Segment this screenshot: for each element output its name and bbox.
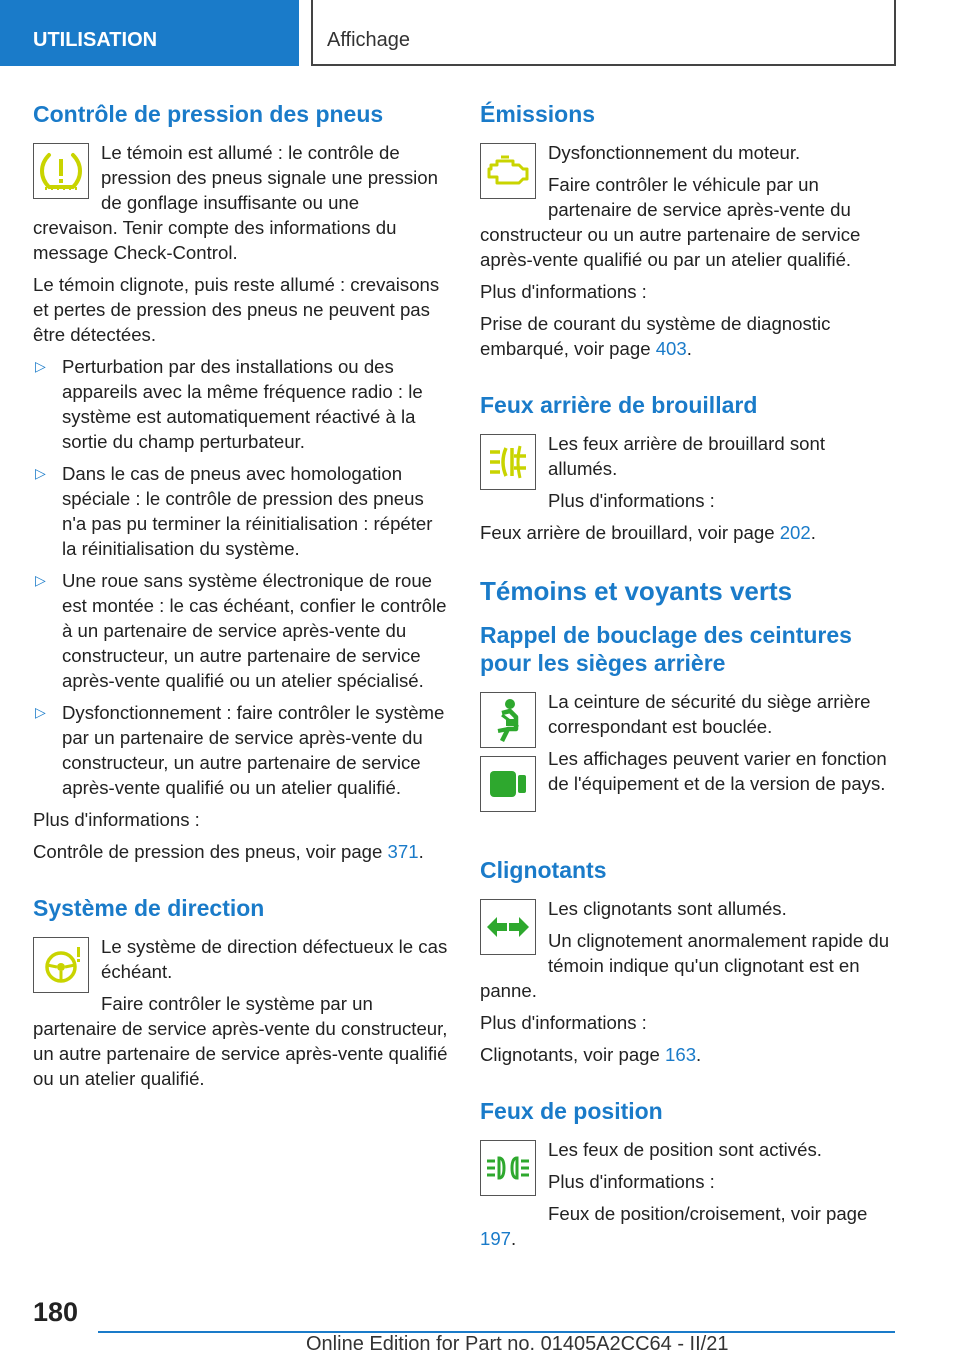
seatbelt-heading: Rappel de bouclage des ceintures pour les sièges arrière [480, 622, 852, 676]
right-column [480, 100, 898, 1281]
position-lights-heading: Feux de position [480, 1098, 663, 1124]
cross-reference: Contrôle de pression des pneus, voir page 371. [33, 841, 424, 862]
turn-signal-icon [480, 899, 536, 955]
triangle-bullet-icon: ▷ [35, 704, 46, 720]
tire-pressure-warning-icon [33, 143, 89, 199]
triangle-bullet-icon: ▷ [35, 572, 46, 588]
more-info-label: Plus d'informations : [480, 1012, 647, 1033]
section-turn-signals [480, 856, 898, 1067]
page-link-403[interactable]: 403 [655, 338, 687, 359]
emissions-text-1: Dysfonctionnement du moteur. [548, 142, 801, 163]
turn-signals-text-1: Les clignotants sont allumés. [548, 898, 787, 919]
triangle-bullet-icon: ▷ [35, 465, 46, 481]
chapter-tab [311, 0, 896, 66]
steering-text-1: Le système de direction défectueux le cas échéant. [101, 936, 448, 982]
page-link-371[interactable]: 371 [387, 841, 419, 862]
section-position-lights [480, 1097, 898, 1251]
tire-pressure-heading: Contrôle de pression des pneus [33, 101, 384, 127]
cross-reference: Prise de courant du système de diagnostic embarqué, voir page 403. [480, 313, 831, 359]
more-info-label: Plus d'informations : [480, 281, 647, 302]
page-link-197[interactable]: 197 [480, 1228, 512, 1249]
section-title: UTILISATION [33, 29, 158, 51]
seatbelt-icon-stack [480, 692, 536, 820]
seatbelt-text-1: La ceinture de sécurité du siège arrière correspondant est bouclée. [548, 691, 871, 737]
list-item: ▷ Perturbation par des installations ou des appareils avec la même fréquence radio : le système est automatiquement réactivé à la sortie du champ perturbateur. [35, 356, 423, 452]
tire-pressure-bullet-list [33, 354, 448, 800]
cross-reference: Feux de position/croisement, voir page 197. [480, 1203, 868, 1249]
section-emissions [480, 100, 898, 361]
section-tire-pressure [33, 100, 448, 864]
seatbelt-text-2: Les affichages peuvent varier en fonction de l'équipement et de la version de pays. [548, 748, 887, 794]
emissions-text-2: Faire contrôler le véhicule par un partenaire de service après-vente du constructeur ou un autre partenaire de service après-vente qualifié ou par un atelier qualifié. [480, 174, 861, 270]
chapter-title: Affichage [327, 29, 411, 51]
steering-text-2: Faire contrôler le système par un partenaire de service après-vente du constructeur, un autre partenaire de service après-vente qualifié ou un atelier qualifié. [33, 993, 448, 1089]
section-steering [33, 894, 448, 1091]
position-lights-icon [480, 1140, 536, 1196]
more-info-label: Plus d'informations : [548, 1171, 715, 1192]
position-lights-text-1: Les feux de position sont activés. [548, 1139, 822, 1160]
tire-pressure-text-2: Le témoin clignote, puis reste allumé : crevaisons et pertes de pression des pneus ne peuvent pas être détectées. [33, 274, 440, 345]
more-info-label: Plus d'informations : [33, 809, 200, 830]
triangle-bullet-icon: ▷ [35, 358, 46, 374]
rear-fog-light-icon [480, 434, 536, 490]
edition-footer: Online Edition for Part no. 01405A2CC64 - II/21 [306, 1333, 729, 1355]
cross-reference: Clignotants, voir page 163. [480, 1044, 702, 1065]
section-seatbelt [480, 621, 898, 826]
cross-reference: Feux arrière de brouillard, voir page 202. [480, 522, 816, 543]
turn-signals-heading: Clignotants [480, 857, 607, 883]
section-tab [0, 0, 299, 66]
list-item: ▷ Dysfonctionnement : faire contrôler le système par un partenaire de service après-vente du constructeur, un autre partenaire de service après-vente qualifié ou un atelier qualifié. [35, 702, 445, 798]
list-item: ▷ Dans le cas de pneus avec homologation spéciale : le contrôle de pression des pneus n'a pas pu terminer la réinitialisation : répéter la réinitialisation du système. [35, 463, 433, 559]
seatbelt-icon [480, 692, 536, 748]
page-link-202[interactable]: 202 [779, 522, 811, 543]
section-rear-fog [480, 391, 898, 545]
emissions-heading: Émissions [480, 101, 596, 127]
rear-seat-indicator-icon [480, 756, 536, 812]
engine-check-icon [480, 143, 536, 199]
page-header [0, 0, 960, 66]
more-info-label: Plus d'informations : [548, 490, 715, 511]
green-indicators-heading: Témoins et voyants verts [480, 576, 793, 606]
steering-warning-icon [33, 937, 89, 993]
turn-signals-text-2: Un clignotement anormalement rapide du témoin indique qu'un clignotant est en panne. [480, 930, 890, 1001]
rear-fog-heading: Feux arrière de brouillard [480, 392, 758, 418]
left-column [33, 100, 448, 1121]
rear-fog-text-1: Les feux arrière de brouillard sont allumés. [548, 433, 825, 479]
page-link-163[interactable]: 163 [665, 1044, 697, 1065]
tire-pressure-text-1: Le témoin est allumé : le contrôle de pression des pneus signale une pression de gonflage insuffisante ou une crevaison. Tenir compte des informations du message Check-Control. [33, 142, 438, 263]
steering-heading: Système de direction [33, 895, 265, 921]
page-number: 180 [33, 1297, 79, 1327]
list-item: ▷ Une roue sans système électronique de roue est montée : le cas échéant, confier le contrôle à un partenaire de service après-vente du constructeur, un autre partenaire de service après-vente qualifié ou un atelier spécialisé. [35, 570, 447, 691]
